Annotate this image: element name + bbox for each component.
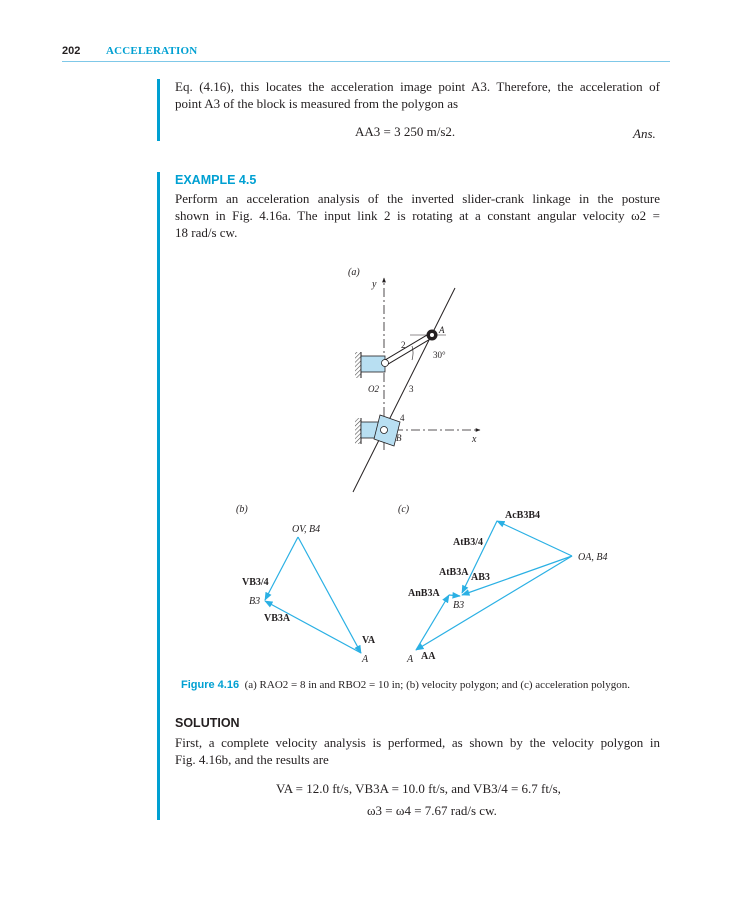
solution-paragraph (175, 734, 660, 768)
at-b34-label: AtB3/4 (453, 537, 483, 548)
point-a-label: A (439, 325, 445, 335)
intro-line-2: point A3 of the block is measured from the polygon as (175, 96, 459, 111)
pivot-o2-label: O2 (368, 384, 379, 394)
pivot-b (381, 427, 388, 434)
pivot-o2 (382, 360, 389, 367)
vector-at-b3a (449, 595, 460, 596)
vector-an-b3a (416, 595, 449, 650)
a-label-b: A (362, 654, 369, 665)
ground-b (355, 418, 361, 444)
ground-o2 (355, 352, 361, 378)
origin-label-c: OA, B4 (578, 552, 608, 563)
caption-label: Figure 4.16 (181, 679, 240, 691)
link-3-label: 3 (409, 384, 414, 394)
ac-b3b4-label: AcB3B4 (505, 510, 540, 521)
figure-caption (181, 679, 630, 691)
at-b3a-label: AtB3A (439, 567, 469, 578)
answer-label: Ans. (633, 126, 656, 141)
a-label-c: A (407, 654, 414, 665)
aa-label: AA (421, 651, 436, 662)
link-4-label: 4 (400, 413, 405, 423)
panel-c-acceleration-polygon (398, 504, 607, 665)
example-heading: EXAMPLE 4.5 (175, 173, 257, 187)
solution-line-1: First, a complete velocity analysis is performed, as shown by the velocity polygon in (175, 735, 660, 750)
origin-label-b: OV, B4 (292, 524, 321, 535)
y-axis-label: y (372, 279, 377, 290)
caption-text: (a) RAO2 = 8 in and RBO2 = 10 in; (b) velocity polygon; and (c) acceleration polygon. (244, 679, 630, 691)
vector-vb34 (265, 537, 298, 600)
example-line-2: shown in Fig. 4.16a. The input link 2 is rotating at a constant angular velocity ω2 = (175, 208, 660, 223)
b3-label-b: B3 (249, 596, 261, 607)
solution-line-2: Fig. 4.16b, and the results are (175, 752, 329, 767)
vector-ac-b3b4 (497, 521, 572, 556)
vb34-label: VB3/4 (242, 577, 269, 588)
va-label: VA (362, 635, 376, 646)
solution-heading: SOLUTION (175, 716, 240, 730)
angle-label: 30° (433, 350, 446, 360)
page-number: 202 (62, 45, 81, 57)
panel-c-label: (c) (398, 504, 410, 515)
panel-a-mechanism (348, 267, 480, 492)
point-b-label: B (396, 433, 402, 443)
example-line-3: 18 rad/s cw. (175, 225, 238, 240)
b3-label-c: B3 (453, 600, 465, 611)
x-axis-label: x (472, 434, 477, 445)
intro-line-1: Eq. (4.16), this locates the acceleration image point A3. Therefore, the acceleration of (175, 79, 660, 94)
running-head: ACCELERATION (106, 45, 198, 57)
an-b3a-label: AnB3A (408, 588, 440, 599)
vb3a-label: VB3A (264, 613, 291, 624)
ab3-label: AB3 (471, 572, 490, 583)
link-2-label: 2 (401, 340, 406, 350)
solution-equation-2: ω3 = ω4 = 7.67 rad/s cw. (367, 803, 497, 818)
panel-b-label: (b) (236, 504, 248, 515)
solution-equation-1: VA = 12.0 ft/s, VB3A = 10.0 ft/s, and VB3/4 = 6.7 ft/s, (276, 781, 561, 796)
panel-a-label: (a) (348, 267, 360, 278)
panel-b-velocity-polygon (236, 504, 376, 665)
example-line-1: Perform an acceleration analysis of the inverted slider-crank linkage in the posture (175, 191, 660, 206)
intro-equation: AA3 = 3 250 m/s2. (355, 124, 456, 139)
